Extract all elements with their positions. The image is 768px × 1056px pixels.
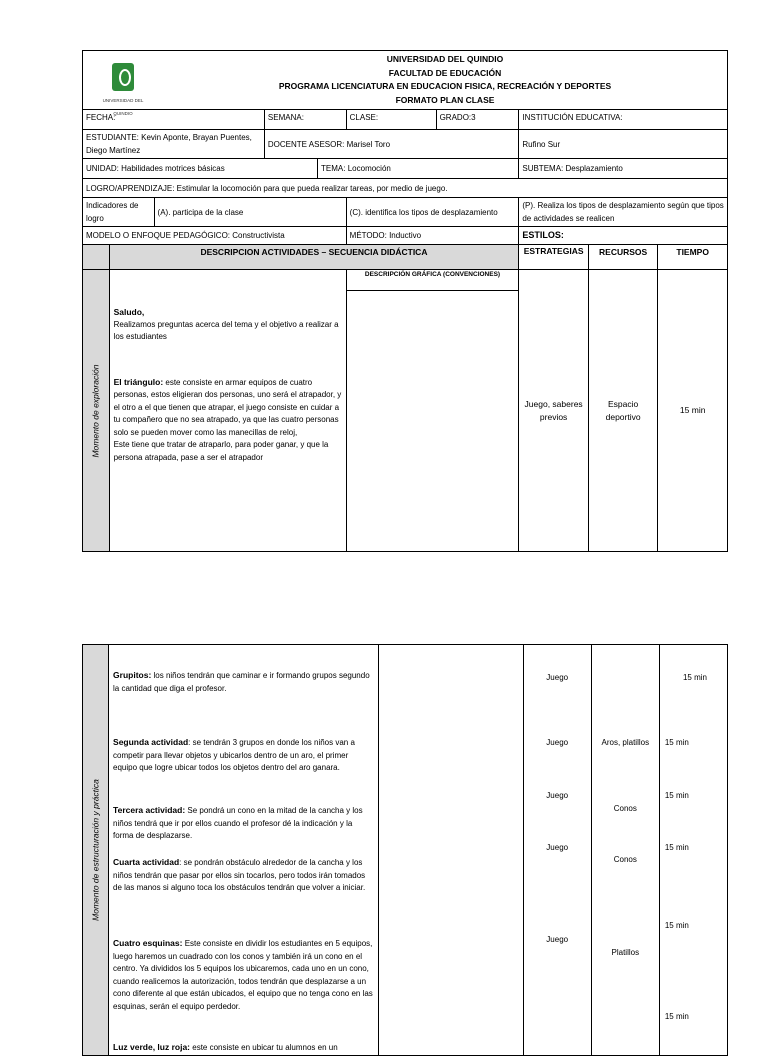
logro-cell: LOGRO/APRENDIZAJE: Estimular la locomoción para que pueda realizar tareas, por medio de juego.	[83, 179, 728, 198]
estrategia-1: Juego	[546, 738, 569, 747]
grafica-cell-2	[379, 645, 523, 1056]
tiempo-1: 15 min	[664, 738, 689, 747]
tiempo-header: TIEMPO	[658, 245, 728, 270]
subtema-cell: SUBTEMA: Desplazamiento	[519, 159, 728, 179]
format-name: FORMATO PLAN CLASE	[395, 94, 495, 105]
exploracion-tiempo: 15 min	[658, 270, 728, 552]
exploracion-recursos: Espacio deportivo	[588, 270, 658, 552]
recursos-2: Conos	[613, 804, 637, 813]
logo-caption: UNIVERSIDAD DEL QUINDIO	[102, 98, 144, 116]
activity-tercera: Tercera actividad: Se pondrá un cono en la mitad de la cancha y los niños tendrá que ir por ellos cuando el profesor dé la indicación y la forma de desplazarse.	[113, 805, 363, 840]
university-name: UNIVERSIDAD DEL QUINDIO	[386, 54, 504, 64]
header-block	[83, 51, 728, 116]
triangulo-text: este consiste en armar equipos de cuatro personas, estos eligieran dos personas, uno será el atrapador, y el otro a el que tienen que atrapar, el juego consiste en cuidar a tu compañero que no sea atrapado, ya que las cuatro personas solo se pueden mover como las manecillas de reloj,	[113, 377, 342, 437]
indicador-p: (P). Realiza los tipos de desplazamiento según que tipos de actividades se realicen	[519, 198, 728, 227]
moment-header-blank	[83, 245, 110, 270]
saludo-text: Realizamos preguntas acerca del tema y el objetivo a realizar a los estudiantes	[113, 319, 339, 341]
faculty-name: FACULTAD DE EDUCACIÓN	[388, 67, 502, 78]
tiempo-4: 15 min	[664, 921, 689, 930]
indicador-a: (A). participa de la clase	[154, 198, 346, 227]
estilos-cell: ESTILOS:	[519, 227, 728, 245]
estructuracion-table	[82, 644, 728, 1056]
estrategia-4: Juego	[546, 935, 569, 944]
grafica-cell	[346, 270, 519, 552]
estudiante-cell: ESTUDIANTE: Kevin Aponte, Brayan Puentes, Diego Martínez	[83, 130, 265, 159]
institucion-cell: INSTITUCIÓN EDUCATIVA:	[519, 110, 728, 130]
recursos-4: Platillos	[611, 948, 640, 957]
clase-cell: CLASE:	[346, 110, 436, 130]
modelo-cell: MODELO O ENFOQUE PEDAGÓGICO: Constructivista	[83, 227, 347, 245]
tema-cell: TEMA: Locomoción	[318, 159, 519, 179]
semana-cell: SEMANA:	[264, 110, 346, 130]
estructuracion-recursos	[591, 645, 659, 1056]
grafica-header: DESCRIPCIÓN GRÁFICA (CONVENCIONES)	[347, 270, 519, 291]
estrategia-0: Juego	[546, 673, 569, 682]
estrategias-header: ESTRATEGIAS	[519, 245, 589, 270]
exploracion-estrategia: Juego, saberes previos	[519, 270, 589, 552]
header-title	[173, 53, 717, 107]
program-name: PROGRAMA LICENCIATURA EN EDUCACION FISICA, RECREACIÓN Y DEPORTES	[278, 81, 612, 91]
university-logo	[93, 61, 153, 116]
activity-luz-verde: Luz verde, luz roja: este consiste en ubicar tu alumnos en un	[113, 1042, 338, 1052]
unidad-cell: UNIDAD: Habilidades motrices básicas	[83, 159, 318, 179]
tiempo-5: 15 min	[664, 1012, 689, 1021]
grado-cell: GRADO:3	[436, 110, 519, 130]
indicador-c: (C). identifica los tipos de desplazamiento	[346, 198, 519, 227]
recursos-3: Conos	[613, 855, 637, 864]
saludo-title: Saludo,	[113, 307, 145, 317]
metodo-cell: MÉTODO: Inductivo	[346, 227, 519, 245]
recursos-1: Aros, platillos	[601, 738, 650, 747]
indicadores-label: Indicadores de logro	[83, 198, 155, 227]
tiempo-3: 15 min	[664, 843, 689, 852]
estructuracion-estrategias	[523, 645, 591, 1056]
estrategia-2: Juego	[546, 791, 569, 800]
quindio-logo-icon	[112, 63, 134, 91]
exploracion-label: Momento de exploración	[90, 363, 101, 458]
triangulo-paragraph	[114, 376, 342, 440]
institucion-name-cell: Rufino Sur	[519, 130, 728, 159]
exploracion-label-cell	[83, 270, 110, 552]
activity-cuarta: Cuarta actividad: se pondrán obstáculo alrededor de la cancha y los niños tendrán que pasar por ellos sin tocarlos, pero todos irán tomados de las manos si alguno toca los obstáculos tendrán que volver a iniciar.	[113, 857, 366, 892]
recursos-header: RECURSOS	[588, 245, 658, 270]
triangulo-text-2: Este tiene que tratar de atraparlo, para poder ganar, y que la persona atrapada, pase a ser el atrapador	[113, 440, 329, 462]
docente-cell: DOCENTE ASESOR: Marisel Toro	[264, 130, 518, 159]
activity-cuatro-esquinas: Cuatro esquinas: Este consiste en dividir los estudiantes en 5 equipos, luego haremos un cuadrado con los conos y también irá un cono en el centro. Ya divididos los 5 equipos los ubicaremos, cada uno en un cono, cuando realicemos la autorización, todos tendrán que desplazarse a un cono diferente al que están ubicados, el equipo que no tenga cono en las esquinas, serán el equipo perdedor.	[113, 938, 373, 1011]
estructuracion-label-cell	[83, 645, 109, 1056]
estructuracion-activities	[109, 645, 379, 1056]
tiempo-0: 15 min	[682, 673, 707, 682]
triangulo-title: El triángulo:	[113, 376, 164, 387]
tiempo-2: 15 min	[664, 791, 689, 800]
fecha-cell: FECHA:	[83, 110, 265, 130]
descripcion-header: DESCRIPCION ACTIVIDADES – SECUENCIA DIDÁCTICA	[109, 245, 519, 270]
estrategia-3: Juego	[546, 843, 569, 852]
estructuracion-label: Momento de estructuración y práctica	[90, 778, 101, 921]
exploracion-activities	[109, 270, 346, 552]
activity-grupitos: Grupitos: los niños tendrán que caminar e ir formando grupos segundo la cantidad que diga el profesor.	[113, 670, 370, 693]
estructuracion-tiempos	[659, 645, 727, 1056]
plan-clase-table	[82, 50, 728, 552]
activity-segunda: Segunda actividad: se tendrán 3 grupos en donde los niños van a competir para llevar objetos y ubicarlos dentro de un aro, el primer equipo que logre ubicar todos los objetos dentro del aro ganara.	[113, 737, 355, 772]
